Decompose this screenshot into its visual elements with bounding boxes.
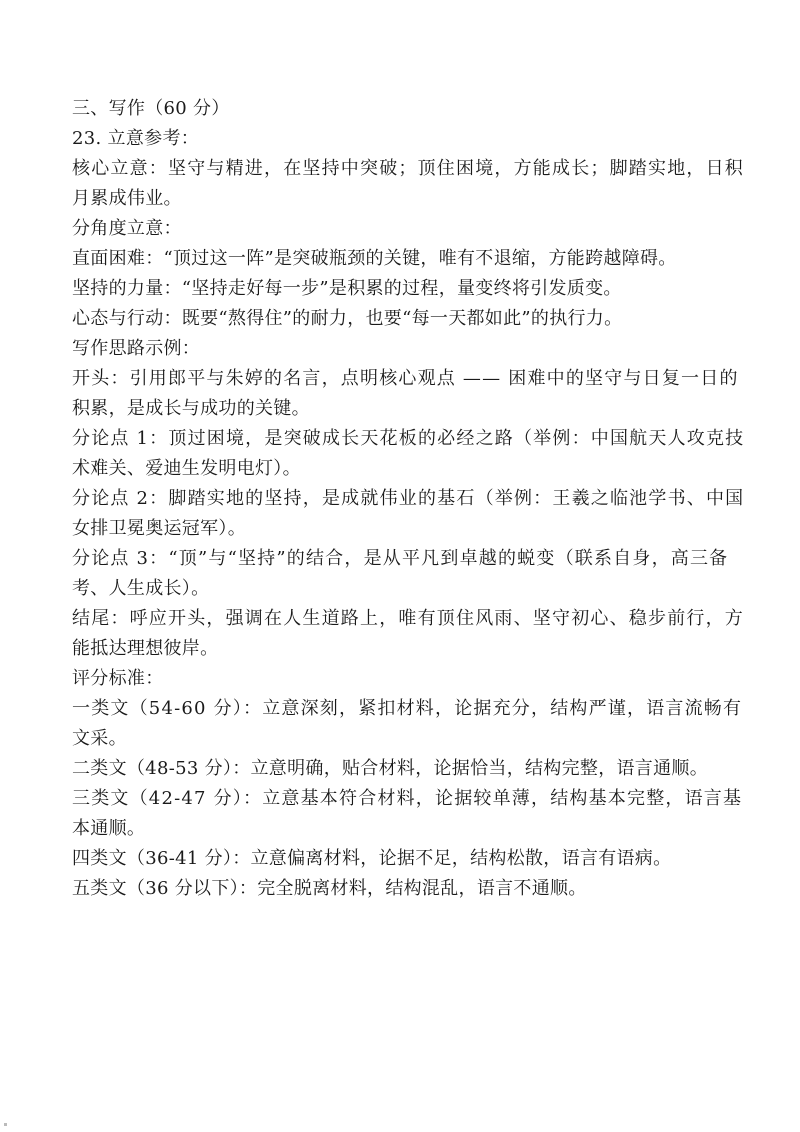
answer-document — [72, 94, 745, 904]
outline-point3-line: 分论点 3：“顶”与“坚持”的结合，是从平凡到卓越的蜕变（联系自身，高三备 — [72, 548, 729, 569]
core-idea-line: 核心立意：坚守与精进，在坚持中突破；顶住困境，方能成长；脚踏实地，日积 — [72, 158, 744, 179]
sub-angle-item: 坚持的力量：“坚持走好每一步”是积累的过程，量变终将引发质变。 — [72, 278, 622, 299]
grade4-line: 四类文（36-41 分）：立意偏离材料，论据不足，结构松散，语言有语病。 — [72, 848, 672, 869]
outline-point1-line: 术难关、爱迪生发明电灯）。 — [72, 458, 301, 479]
sub-angle-item: 心态与行动：既要“熬得住”的耐力，也要“每一天都如此”的执行力。 — [72, 308, 623, 329]
outline-ending-line: 结尾：呼应开头，强调在人生道路上，唯有顶住风雨、坚守初心、稳步前行，方 — [72, 608, 744, 629]
core-idea-line: 月累成伟业。 — [72, 188, 182, 209]
sub-angle-item: 直面困难：“顶过这一阵”是突破瓶颈的关键，唯有不退缩，方能跨越障碍。 — [72, 248, 677, 269]
sub-angles-heading: 分角度立意： — [72, 218, 182, 239]
grade2-line: 二类文（48-53 分）：立意明确，贴合材料，论据恰当，结构完整，语言通顺。 — [72, 758, 709, 779]
outline-ending-line: 能抵达理想彼岸。 — [72, 638, 219, 659]
outline-point2-line: 女排卫冕奥运冠军）。 — [72, 518, 246, 539]
grade1-line: 一类文（54-60 分）：立意深刻，紧扣材料，论据充分，结构严谨，语言流畅有 — [72, 698, 743, 719]
grade3-line: 三类文（42-47 分）：立意基本符合材料，论据较单薄，结构基本完整，语言基 — [72, 788, 743, 809]
outline-opening-line: 开头：引用郎平与朱婷的名言，点明核心观点 —— 困难中的坚守与日复一日的 — [72, 368, 739, 389]
grade1-line: 文采。 — [72, 728, 127, 749]
question-header: 23. 立意参考： — [72, 128, 200, 149]
scan-speck — [4, 1123, 7, 1126]
outline-point3-line: 考、人生成长）。 — [72, 578, 210, 599]
outline-opening-line: 积累，是成长与成功的关键。 — [72, 398, 310, 419]
grade3-line: 本通顺。 — [72, 818, 146, 839]
section-title: 三、写作（60 分） — [72, 98, 230, 119]
grade5-line: 五类文（36 分以下）：完全脱离材料，结构混乱，语言不通顺。 — [72, 878, 587, 899]
outline-point2-line: 分论点 2：脚踏实地的坚持，是成就伟业的基石（举例：王羲之临池学书、中国 — [72, 488, 745, 509]
writing-outline-heading: 写作思路示例： — [72, 338, 201, 359]
scoring-heading: 评分标准： — [72, 668, 164, 689]
outline-point1-line: 分论点 1：顶过困境，是突破成长天花板的必经之路（举例：中国航天人攻克技 — [72, 428, 745, 449]
